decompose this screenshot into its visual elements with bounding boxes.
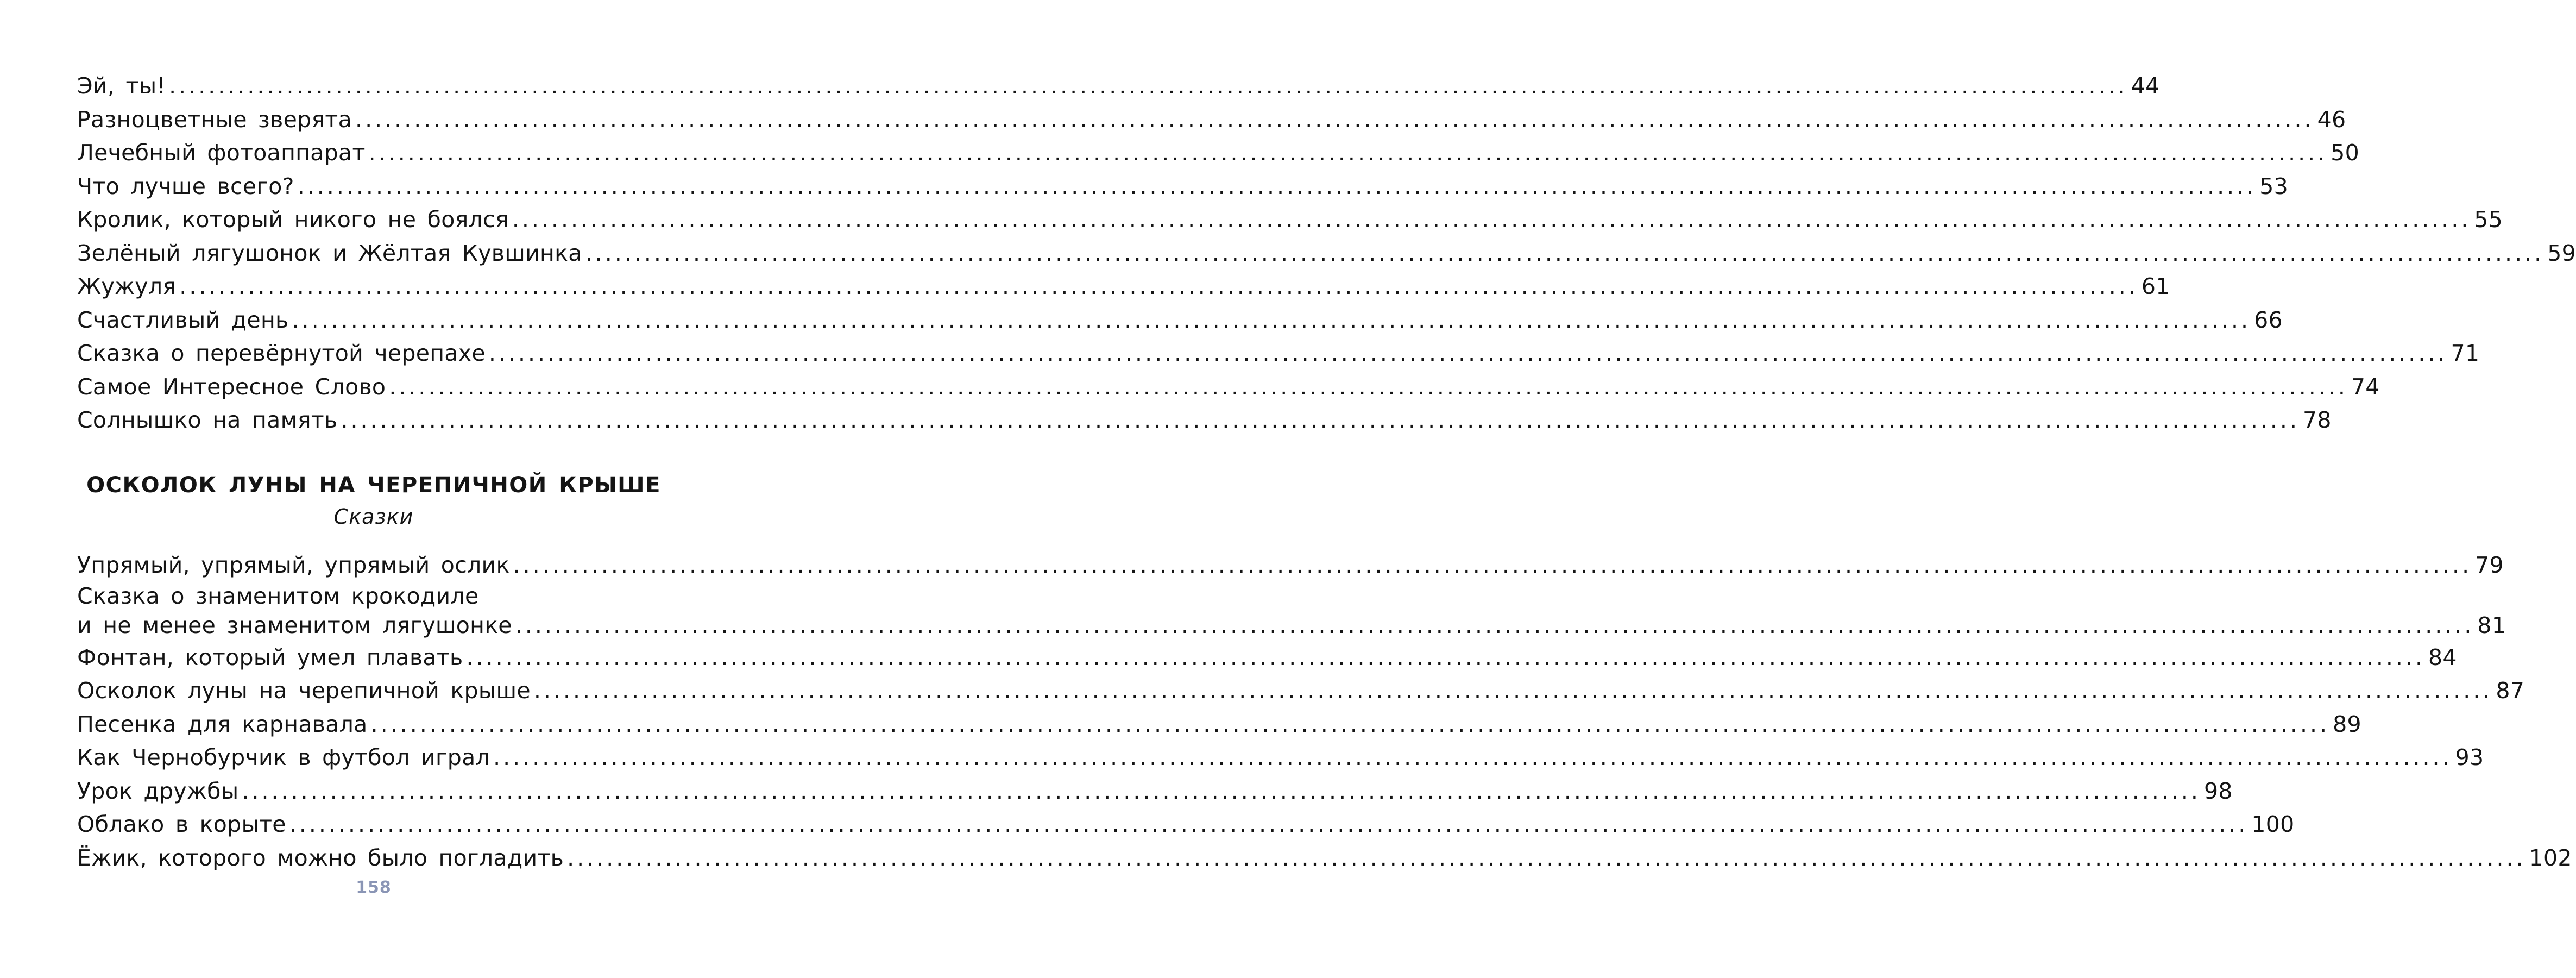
toc-entry-title: Фонтан, который умел плавать: [77, 644, 463, 670]
toc-entry-title: Эй, ты!: [77, 73, 166, 99]
toc-list-part-1: [77, 70, 2576, 437]
dot-leader: ........................................................................................................................................................................................................: [515, 612, 2474, 638]
toc-entry-page: 46: [2317, 106, 2346, 133]
toc-entry-page: 78: [2302, 407, 2332, 433]
dot-leader: ........................................................................................................................................................................................................: [533, 678, 2493, 704]
toc-entry-title: Как Чернобурчик в футбол играл: [77, 744, 490, 770]
toc-entry-page: 55: [2474, 206, 2503, 233]
toc-entry-page: 102: [2529, 844, 2572, 871]
toc-entry-title: Жужуля: [77, 273, 177, 299]
toc-entry[interactable]: [77, 203, 2503, 237]
toc-entry[interactable]: [77, 371, 2380, 404]
toc-entry[interactable]: [77, 842, 2572, 875]
toc-entry[interactable]: [77, 304, 2283, 337]
dot-leader: ........................................................................................................................................................................................................: [169, 73, 2128, 99]
dot-leader: ........................................................................................................................................................................................................: [289, 811, 2249, 837]
toc-entry-title: Урок дружбы: [77, 778, 239, 804]
dot-leader: ........................................................................................................................................................................................................: [355, 106, 2314, 133]
toc-entry[interactable]: [77, 70, 2160, 103]
toc-entry[interactable]: [77, 103, 2346, 137]
dot-leader: ........................................................................................................................................................................................................: [466, 644, 2426, 670]
dot-leader: ........................................................................................................................................................................................................: [389, 373, 2348, 400]
toc-entry-title: Ёжик, которого можно было погладить: [77, 844, 564, 871]
toc-entry[interactable]: [77, 708, 2361, 742]
dot-leader: ........................................................................................................................................................................................................: [341, 407, 2300, 433]
toc-entry-title: Кролик, который никого не боялся: [77, 206, 509, 233]
dot-leader: ........................................................................................................................................................................................................: [368, 140, 2328, 166]
toc-entry[interactable]: [77, 808, 2295, 842]
toc-entry-title: Упрямый, упрямый, упрямый ослик: [77, 552, 510, 578]
dot-leader: ........................................................................................................................................................................................................: [513, 552, 2472, 578]
toc-entry-title: и не менее знаменитом лягушонке: [77, 612, 512, 638]
toc-entry-page: 74: [2351, 373, 2380, 400]
toc-entry[interactable]: [77, 404, 2332, 437]
toc-entry[interactable]: [77, 237, 2576, 271]
toc-entry[interactable]: [77, 170, 2289, 204]
dot-leader: ........................................................................................................................................................................................................: [370, 711, 2330, 737]
toc-entry-page: 81: [2477, 612, 2506, 638]
dot-leader: ........................................................................................................................................................................................................: [488, 340, 2448, 366]
toc-entry-title: Лечебный фотоаппарат: [77, 140, 366, 166]
toc-entry[interactable]: [77, 641, 2457, 675]
toc-entry-title: Солнышко на память: [77, 407, 338, 433]
dot-leader: ........................................................................................................................................................................................................: [493, 744, 2452, 770]
toc-entry[interactable]: [77, 775, 2233, 808]
toc-entry-page: 66: [2254, 306, 2283, 333]
toc-entry-page: 100: [2251, 811, 2295, 837]
toc-entry-page: 50: [2331, 140, 2359, 166]
toc-entry[interactable]: [77, 270, 2170, 304]
toc-entry[interactable]: [77, 337, 2480, 371]
toc-entry[interactable]: [77, 582, 2506, 641]
dot-leader: ........................................................................................................................................................................................................: [292, 306, 2251, 333]
dot-leader: ........................................................................................................................................................................................................: [512, 206, 2471, 233]
dot-leader: ........................................................................................................................................................................................................: [242, 778, 2201, 804]
toc-entry-page: 79: [2475, 552, 2504, 578]
section-heading: ОСКОЛОК ЛУНЫ НА ЧЕРЕПИЧНОЙ КРЫШЕ: [86, 473, 661, 498]
toc-list-part-2: [77, 549, 2572, 875]
toc-entry-title: Песенка для карнавала: [77, 711, 368, 737]
toc-entry-title: Облако в корыте: [77, 811, 286, 837]
dot-leader: ........................................................................................................................................................................................................: [297, 173, 2257, 199]
toc-entry-title: Счастливый день: [77, 306, 289, 333]
toc-entry-page: 44: [2131, 73, 2160, 99]
dot-leader: ........................................................................................................................................................................................................: [585, 240, 2544, 266]
toc-entry[interactable]: [77, 136, 2359, 170]
page-number: 158: [356, 878, 392, 897]
toc-entry-title-line1: Сказка о знаменитом крокодиле: [77, 582, 479, 609]
toc-entry[interactable]: [77, 549, 2504, 582]
toc-entry[interactable]: [77, 741, 2484, 775]
toc-entry[interactable]: [77, 674, 2525, 708]
toc-entry-title: Зелёный лягушонок и Жёлтая Кувшинка: [77, 240, 582, 266]
toc-entry-page: 71: [2451, 340, 2480, 366]
toc-entry-page: 61: [2141, 273, 2170, 299]
toc-entry-title: Разноцветные зверята: [77, 106, 352, 133]
toc-entry-page: 93: [2455, 744, 2484, 770]
toc-entry-page: 87: [2496, 678, 2525, 704]
dot-leader: ........................................................................................................................................................................................................: [179, 273, 2138, 299]
toc-entry-page: 89: [2333, 711, 2361, 737]
toc-entry-page: 59: [2547, 240, 2576, 266]
toc-entry-title: Что лучше всего?: [77, 173, 294, 199]
section-subheading: Сказки: [333, 505, 414, 529]
toc-entry-title: Осколок луны на черепичной крыше: [77, 678, 531, 704]
toc-entry-page: 98: [2203, 778, 2233, 804]
toc-entry-page: 53: [2259, 173, 2289, 199]
toc-entry-title: Сказка о перевёрнутой черепахе: [77, 340, 486, 366]
toc-entry-page: 84: [2428, 644, 2457, 670]
toc-entry-title: Самое Интересное Слово: [77, 373, 386, 400]
dot-leader: ........................................................................................................................................................................................................: [567, 844, 2526, 871]
